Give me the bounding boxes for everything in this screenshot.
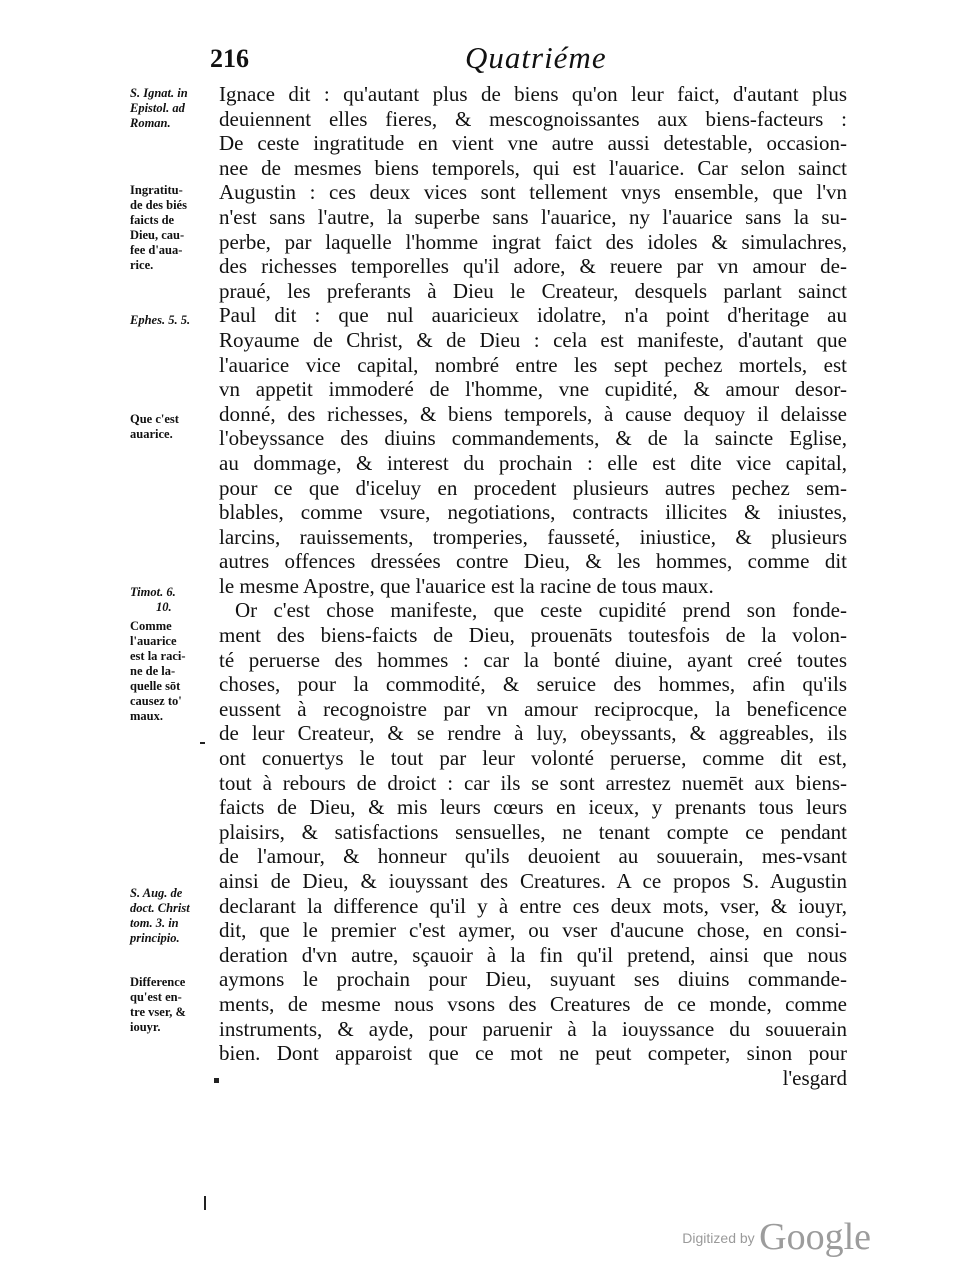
body-line: plaisirs, & satisfactions sensuelles, ne tenant compte ce pendant <box>219 819 847 844</box>
margin-note-root-of-evil: Comme l'auarice est la raci- ne de la- quelle sōt causez to' maux. <box>130 619 186 723</box>
body-line: ont conuertys le tout par leur volonté peruerse, comme dit est, <box>219 746 847 771</box>
body-line: donné, des richesses, & biens temporels, à cause dequoy il delaisse <box>219 401 847 426</box>
digitized-label: Digitized by <box>682 1230 755 1246</box>
body-line: deration d'vn autre, sçauoir à la fin qu'il pretend, ainsi que nous <box>219 942 847 967</box>
body-line: praué, les preferants à Dieu le Createur, desquels parlant sainct <box>219 278 847 303</box>
margin-note-timothy: Timot. 6. 10. <box>130 585 176 614</box>
body-line: Augustin : ces deux vices sont tellement vnys ensemble, que l'vn <box>219 180 847 205</box>
body-line: ainsi de Dieu, & iouyssant des Creatures. A ce propos S. Augustin <box>219 869 847 893</box>
margin-note-difference: Difference qu'est en- tre vser, & iouyr. <box>130 975 186 1034</box>
body-line: ments, de mesme nous vsons des Creatures de ce monde, comme <box>219 991 847 1016</box>
body-line: té peruerse des hommes : car la bonté diuine, ayant creé toutes <box>219 647 847 672</box>
body-line: le mesme Apostre, que l'auarice est la racine de tous maux. <box>219 573 714 598</box>
body-line: declarant la difference qu'il y à entre ces deux mots, vser, & iouyr, <box>219 893 847 918</box>
body-line: dit, que le premier c'est aymer, ou vser d'aucune chose, en consi- <box>219 918 847 943</box>
scan-speck <box>214 1078 219 1083</box>
margin-note-ephesians: Ephes. 5. 5. <box>130 313 191 327</box>
google-wordmark: Google <box>759 1216 871 1258</box>
margin-note-avarice: Que c'est auarice. <box>130 412 179 441</box>
body-line: faicts de Dieu, & mis leurs cœurs en iceux, y prenants tous leurs <box>219 795 847 820</box>
body-line: de leur Createur, & se rendre à luy, obeyssants, & aggreables, ils <box>219 721 847 746</box>
body-line: l'obeyssance des diuins commandements, & de la saincte Eglise, <box>219 426 847 451</box>
body-line: au dommage, & interest du prochain : elle est dite vice capital, <box>219 450 847 475</box>
body-line: deuiennent elles fieres, & mescognoissantes aux biens-facteurs : <box>219 106 847 131</box>
margin-note-ignatius: S. Ignat. in Epistol. ad Roman. <box>130 86 188 130</box>
body-line: De ceste ingratitude en vient vne autre aussi detestable, occasion- <box>219 131 847 156</box>
body-line: aymons le prochain pour Dieu, suyuant ses diuins commande- <box>219 967 847 992</box>
body-line: perbe, par laquelle l'homme ingrat faict des idoles & simulachres, <box>219 229 847 254</box>
body-line: n'est sans l'autre, la superbe sans l'auarice, ny l'auarice sans la su- <box>219 204 847 229</box>
body-line: instruments, & ayde, pour paruenir à la iouyssance du souuerain <box>219 1016 847 1041</box>
page-number: 216 <box>210 44 249 73</box>
body-line: blables, comme vsure, negotiations, contracts illicites & iniustes, <box>219 500 847 525</box>
scan-speck <box>204 1196 206 1210</box>
running-title: Quatriéme <box>465 40 607 75</box>
digitized-by-google <box>682 1215 871 1259</box>
body-line: bien. Dont apparoist que ce mot ne peut competer, sinon pour <box>219 1041 847 1066</box>
body-line: des richesses temporelles qu'il adore, & reuere par vn amour de- <box>219 254 847 279</box>
body-line: pour ce que d'iceluy en procedent plusieurs autres pechez sem- <box>219 475 847 500</box>
body-line: Or c'est chose manifeste, que ceste cupidité prend son fonde- <box>235 598 847 623</box>
body-line: larcins, rauissements, tromperies, fausseté, iniustice, & plusieurs <box>219 524 847 549</box>
body-line: l'auarice vice capital, nombré entre les sept pechez mortels, est <box>219 352 847 377</box>
body-line: choses, pour la commodité, & seruice des hommes, afin qu'ils <box>219 672 847 697</box>
body-line: ment des biens-faicts de Dieu, prouenāts toutesfois de la volon- <box>219 623 847 648</box>
page-header <box>210 40 850 80</box>
body-line: Paul dit : que nul auaricieux idolatre, n'a point d'heritage au <box>219 303 847 328</box>
body-line: Royaume de Christ, & de Dieu : cela est manifeste, d'autant que <box>219 327 847 352</box>
body-line: de l'amour, & honneur qu'ils deuoient au souuerain, mes-vsant <box>219 844 847 869</box>
body-line: vn appetit immoderé de l'homme, vne cupidité, & amour desor- <box>219 377 847 402</box>
body-line: autres offences dressées contre Dieu, & les hommes, comme dit <box>219 549 847 574</box>
body-line: tout à rebours de droict : car ils se sont arrestez nuemēt aux biens- <box>219 770 847 795</box>
scan-speck <box>200 742 205 744</box>
margin-note-ingratitude: Ingratitu- de des biés faicts de Dieu, cau- fee d'aua- rice. <box>130 183 187 272</box>
body-line: eussent à recognoistre par vn amour reciprocque, la beneficence <box>219 696 847 721</box>
catchword: l'esgard <box>782 1065 847 1090</box>
body-line: nee de mesmes biens temporels, qui est l'auarice. Car selon sainct <box>219 155 847 180</box>
margin-note-augustine: S. Aug. de doct. Christ tom. 3. in principio. <box>130 886 190 945</box>
body-text <box>219 82 847 1090</box>
body-line: Ignace dit : qu'autant plus de biens qu'on leur faict, d'autant plus <box>219 82 847 106</box>
